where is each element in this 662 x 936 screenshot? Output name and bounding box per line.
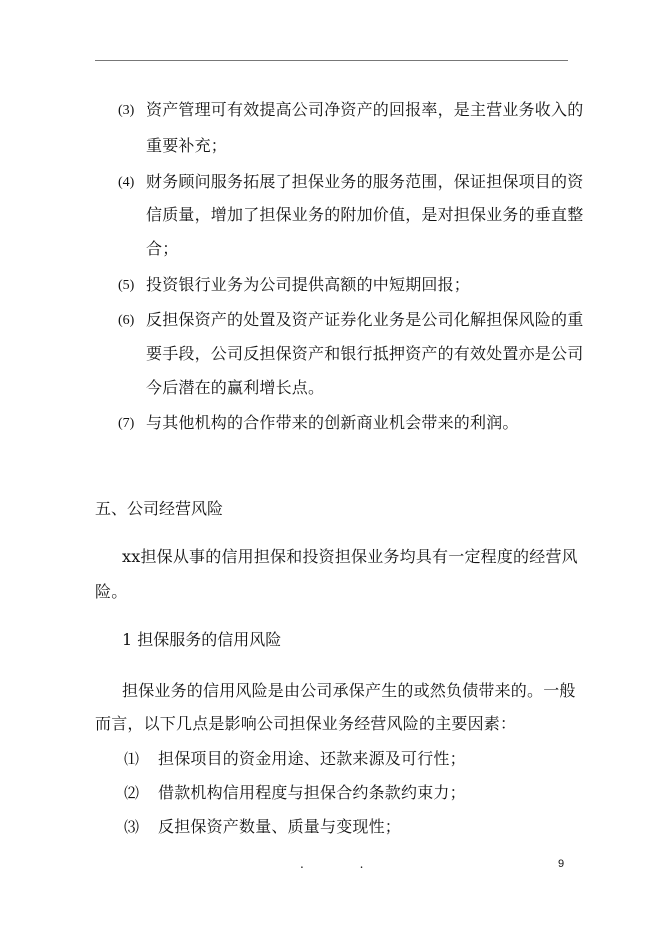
item-3-line-1: 资产管理可有效提高公司净资产的回报率，是主营业务收入的 [146, 100, 584, 119]
item-4-number: (4) [118, 175, 135, 190]
item-6-line-2: 要手段，公司反担保资产和银行抵押资产的有效处置亦是公司 [146, 344, 584, 363]
item-6-line-3: 今后潜在的赢利增长点。 [146, 378, 325, 397]
item-5-line-1: 投资银行业务为公司提供高额的中短期回报； [146, 275, 471, 294]
item-6-number: (6) [118, 313, 135, 328]
item-7-line-1: 与其他机构的合作带来的创新商业机会带来的利润。 [146, 413, 519, 432]
item-7-number: (7) [118, 416, 135, 431]
item-5-number: (5) [118, 278, 135, 293]
factor-2-number: ⑵ [124, 786, 140, 802]
credit-paragraph-line-1: 担保业务的信用风险是由公司承保产生的或然负债带来的。一般 [122, 681, 576, 700]
item-6-line-1: 反担保资产的处置及资产证券化业务是公司化解担保风险的重 [146, 310, 584, 329]
item-4-line-1: 财务顾问服务拓展了担保业务的服务范围，保证担保项目的资 [146, 172, 584, 191]
intro-paragraph-line-2: 险。 [95, 582, 128, 601]
factor-2-text: 借款机构信用程度与担保合约条款约束力； [158, 783, 466, 802]
item-3-number: (3) [118, 103, 135, 118]
factor-1-number: ⑴ [124, 752, 140, 768]
factor-3-number: ⑶ [124, 820, 140, 836]
header-rule [95, 60, 568, 61]
item-4-line-2: 信质量，增加了担保业务的附加价值，是对担保业务的垂直整 [146, 205, 584, 224]
subheading-credit-risk: 1 担保服务的信用风险 [122, 630, 282, 649]
item-3-line-2: 重要补充； [146, 136, 228, 155]
factor-3-text: 反担保资产数量、质量与变现性； [158, 817, 402, 836]
factor-1-text: 担保项目的资金用途、还款来源及可行性； [158, 749, 466, 768]
credit-paragraph-line-2: 而言，以下几点是影响公司担保业务经营风险的主要因素： [95, 714, 517, 733]
section-heading: 五、公司经营风险 [95, 499, 224, 518]
intro-paragraph-line-1: xx担保从事的信用担保和投资担保业务均具有一定程度的经营风 [122, 547, 578, 566]
footer-dots: . . [300, 857, 390, 871]
page-number: 9 [558, 858, 565, 870]
item-4-line-3: 合； [146, 239, 179, 258]
